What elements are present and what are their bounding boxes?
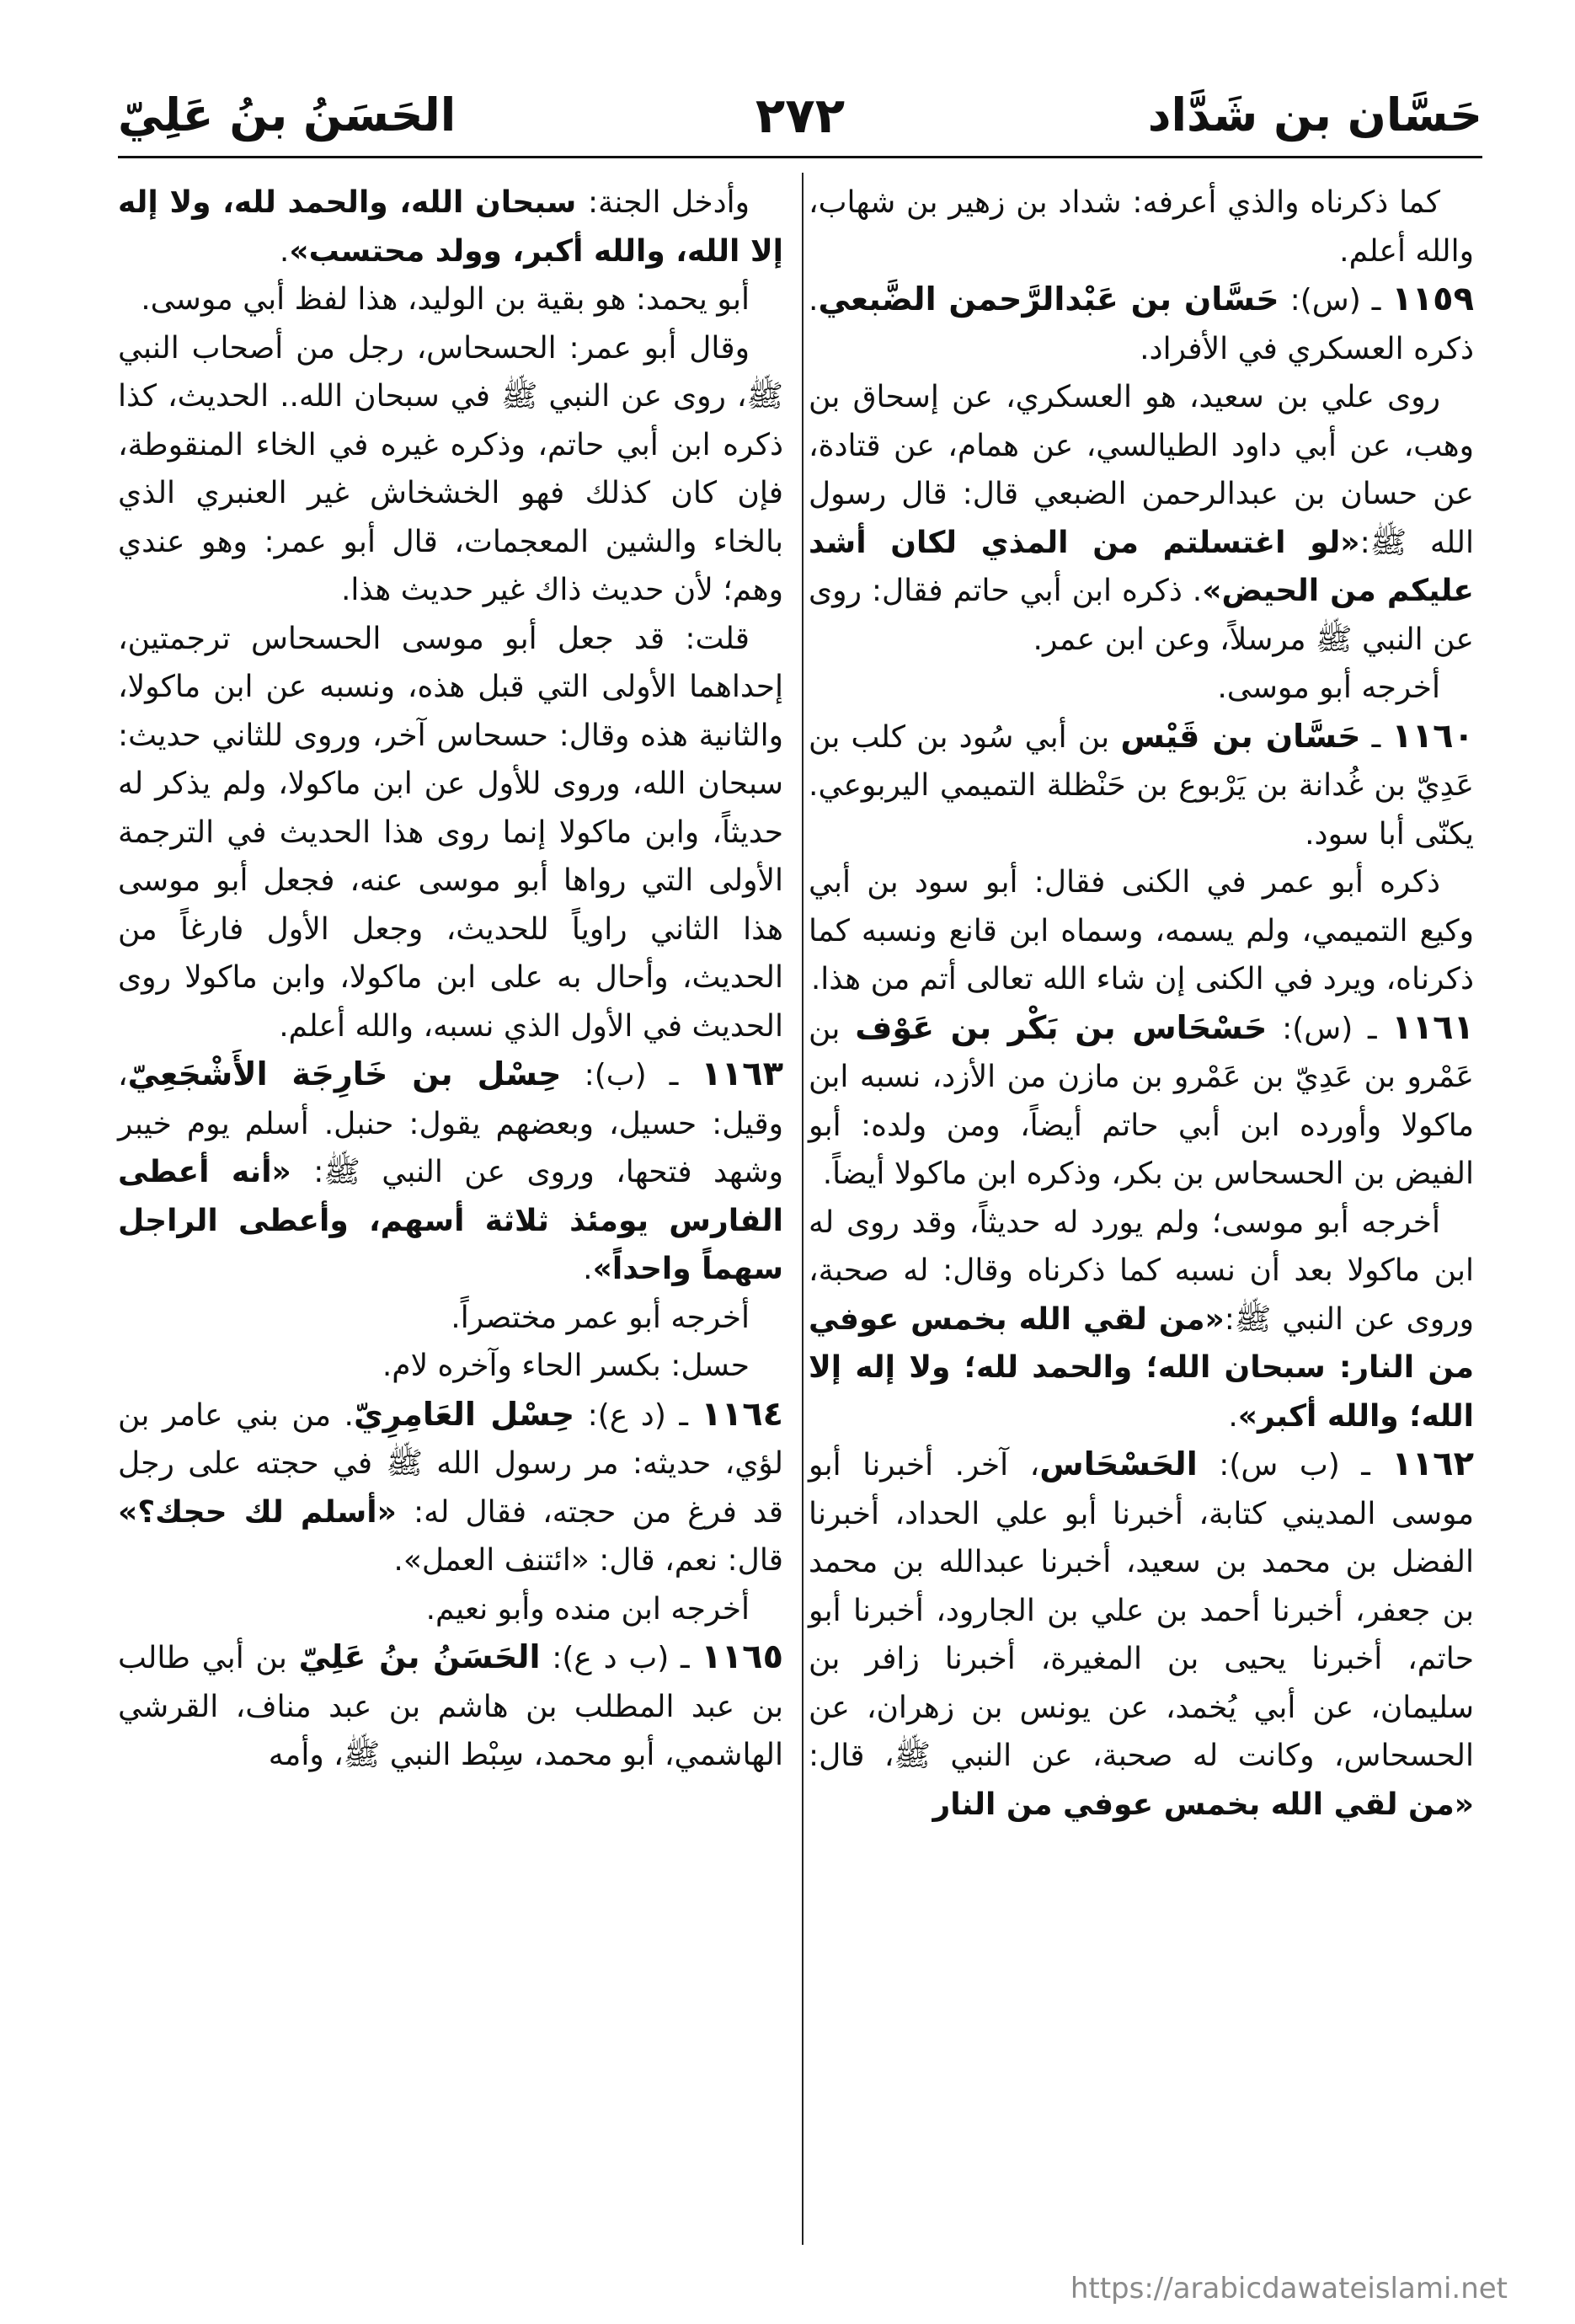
hadith-quote: سبحان الله، والحمد لله، ولا إله إلا الله، والله أكبر، وولد محتسب» — [118, 185, 783, 269]
paragraph — [118, 324, 783, 615]
paragraph — [809, 664, 1474, 713]
entry-number: ١١٥٩ — [1391, 280, 1474, 318]
paragraph-tail: قال: نعم، قال: «ائتنف العمل». — [393, 1543, 783, 1578]
entry-text: ، وقيل: حسيل، وبعضهم يقول: حنبل. أسلم يوم خيبر وشهد فتحها، وروى عن النبي ﷺ: — [118, 1058, 783, 1189]
running-title-right: حَسَّان بن شَدَّاد — [1147, 88, 1482, 142]
entry-text: بن أبي طالب بن عبد المطلب بن هاشم بن عبد مناف، القرشي الهاشمي، أبو محمد، سِبْط النبي ﷺ، وأمه — [118, 1641, 783, 1772]
hadith-quote: «أسلم لك حجك؟» — [118, 1494, 414, 1530]
entry-text: . من بني عامر بن لؤي، حديثه: مر رسول الله ﷺ في حجته على رجل قد فرغ من حجته، فقال له: — [118, 1397, 783, 1530]
paragraph — [118, 275, 783, 324]
column-divider — [802, 173, 804, 2245]
entry-sigla: ـ (ب): — [561, 1058, 702, 1093]
paragraph-tail: . ذكره ابن أبي حاتم فقال: روى عن النبي ﷺ مرسلاً، وعن ابن عمر. — [809, 574, 1474, 657]
biography-entry — [809, 713, 1474, 859]
paragraph-text: وقال أبو عمر: الحسحاس، رجل من أصحاب النبي ﷺ، روى عن النبي ﷺ في سبحان الله.. الحديث، كذا ذكره ابن أبي حاتم، وذكره غيره في الخاء المنقوطة، فإن كان كذلك فهو الخشخاش غير العنبري الذي بالخاء والشين المعجمات، قال أبو عمر: وهو عندي وهم؛ لأن حديث ذاك غير حديث هذا. — [118, 330, 783, 607]
paragraph — [118, 1342, 783, 1391]
entry-sigla: ـ (س): — [1267, 1011, 1392, 1046]
entry-sigla: ـ (ب د ع): — [540, 1641, 702, 1675]
paragraph — [809, 179, 1474, 275]
entry-name: الحَسَنُ بنُ عَلِيّ — [298, 1638, 541, 1675]
paragraph — [809, 373, 1474, 664]
page-number: ٢٧٢ — [755, 87, 846, 144]
watermark-url: https://arabicdawateislami.net — [1070, 2272, 1508, 2305]
paragraph-tail: . — [1228, 1398, 1238, 1434]
hadith-quote: «من لقي الله بخمس عوفي من النار — [932, 1787, 1474, 1822]
entry-name: حِسْل العَامِرِيّ — [353, 1395, 575, 1433]
paragraph — [809, 1199, 1474, 1441]
entry-number: ١١٦٢ — [1391, 1445, 1474, 1483]
paragraph-text: أبو يحمد: هو بقية بن الوليد، هذا لفظ أبي موسى. — [141, 282, 750, 317]
paragraph — [118, 1585, 783, 1634]
left-column — [118, 179, 783, 1780]
biography-entry — [118, 1391, 783, 1585]
paragraph-text: حسل: بكسر الحاء وآخره لام. — [382, 1349, 750, 1383]
entry-number: ١١٦٠ — [1391, 716, 1474, 756]
entry-name: حَسَّان بن عَبْدالرَّحمن الضَّبعي — [818, 280, 1279, 318]
paragraph — [118, 1294, 783, 1343]
entry-text: بن أبي سُود بن كلب بن عَدِيّ بن غُدانة بن يَرْبوع بن حَنْظلة التميمي اليربوعي. يكنّى أبا سود. — [809, 719, 1474, 852]
paragraph-text: قلت: قد جعل أبو موسى الحسحاس ترجمتين، إحداهما الأولى التي قبل هذه، ونسبه عن ابن ماكولا، والثانية هذه وقال: حسحاس آخر، وروى للثاني حديث: سبحان الله، وروى للأول عن ابن ماكولا، ولم يذكر له حديثاً، وابن ماكولا إنما روى هذا الحديث في الترجمة الأولى التي رواها أبو موسى عنه، فجعل أبو موسى هذا الثاني راوياً للحديث، وجعل الأول فارغاً من الحديث، وأحال به على ابن ماكولا، وابن ماكولا روى الحديث في الأول الذي نسبه، والله أعلم. — [118, 621, 783, 1044]
paragraph-text: أخرجه أبو عمر مختصراً. — [451, 1300, 750, 1335]
paragraph-text: أخرجه ابن منده وأبو نعيم. — [425, 1591, 750, 1627]
header-rule — [118, 156, 1482, 158]
biography-entry — [809, 1440, 1474, 1829]
running-title-left: الحَسَنُ بنُ عَلِيّ — [118, 88, 456, 142]
paragraph-text: كما ذكرناه والذي أعرفه: شداد بن زهير بن شهاب، والله أعلم. — [809, 185, 1474, 269]
hadith-quote: «من لقي الله بخمس عوفي من النار: سبحان الله؛ والحمد لله؛ ولا إله إلا الله؛ والله أكبر» — [809, 1301, 1474, 1434]
hadith-quote: «أنه أعطى الفارس يومئذ ثلاثة أسهم، وأعطى الراجل سهماً واحداً» — [118, 1155, 783, 1286]
paragraph — [118, 615, 783, 1051]
right-column — [809, 179, 1474, 1829]
entry-text: بن عَمْرو بن عَدِيّ بن عَمْرو بن مازن من الأزد، نسبه ابن ماكولا وأورده ابن أبي حاتم أيضاً، ومن ولده: أبو الفيض بن الحسحاس بن بكر، وذكره ابن ماكولا أيضاً. — [809, 1011, 1474, 1191]
entry-sigla: ـ (د ع): — [574, 1397, 702, 1433]
biography-entry — [118, 1050, 783, 1294]
entry-number: ١١٦٣ — [701, 1055, 783, 1093]
paragraph — [809, 858, 1474, 1004]
hadith-quote: «لو اغتسلتم من المذي لكان أشد عليكم من الحيض» — [809, 525, 1474, 608]
page-header — [118, 80, 1482, 144]
entry-name: حِسْل بن خَارِجَة الأَشْجَعِيّ — [127, 1055, 562, 1093]
entry-name: حَسْحَاس بن بَكْر بن عَوْف — [855, 1008, 1268, 1046]
paragraph-text: وأدخل الجنة: — [588, 185, 750, 220]
entry-name: الحَسْحَاس — [1039, 1445, 1198, 1483]
biography-entry — [809, 1004, 1474, 1199]
paragraph-text: ذكره أبو عمر في الكنى فقال: أبو سود بن أبي وكيع التميمي، ولم يسمه، وسماه ابن قانع ونسبه كما ذكرناه، ويرد في الكنى إن شاء الله تعالى أتم من هذا. — [809, 865, 1474, 996]
entry-number: ١١٦٤ — [701, 1394, 784, 1434]
entry-sigla: ـ (س): — [1279, 283, 1392, 318]
paragraph-tail: . — [583, 1252, 593, 1286]
paragraph-text: أخرجه أبو موسى؛ ولم يورد له حديثاً، وقد روى له ابن ماكولا بعد أن نسبه كما ذكرناه وقال: له صحبة، وروى عن النبي ﷺ: — [809, 1205, 1474, 1337]
entry-text: ، آخر. أخبرنا أبو موسى المديني كتابة، أخبرنا أبو علي الحداد، أخبرنا الفضل بن محمد بن سعيد، أخبرنا عبدالله بن محمد بن جعفر، أخبرنا أحمد بن علي بن الجارود، أخبرنا أبو حاتم، أخبرنا يحيى بن المغيرة، أخبرنا زافر بن سليمان، عن أبي يُخمد، عن يونس بن زهران، عن الحسحاس، وكانت له صحبة، عن النبي ﷺ، قال: — [809, 1448, 1474, 1773]
entry-text: . ذكره العسكري في الأفراد. — [809, 283, 1474, 366]
paragraph — [118, 179, 783, 275]
paragraph-text: أخرجه أبو موسى. — [1217, 670, 1440, 705]
entry-name: حَسَّان بن قَيْس — [1120, 717, 1361, 755]
biography-entry — [118, 1633, 783, 1780]
paragraph-tail: . — [279, 233, 290, 269]
biography-entry — [809, 275, 1474, 373]
paragraph-text: روى علي بن سعيد، هو العسكري، عن إسحاق بن وهب، عن أبي داود الطيالسي، عن همام، عن قتادة، عن حسان بن عبدالرحمن الضبعي قال: قال رسول الله ﷺ: — [809, 380, 1475, 560]
entry-sigla: ـ (ب س): — [1197, 1448, 1392, 1483]
entry-sigla: ـ — [1360, 719, 1392, 755]
entry-number: ١١٦١ — [1391, 1007, 1474, 1047]
entry-number: ١١٦٥ — [701, 1637, 783, 1676]
